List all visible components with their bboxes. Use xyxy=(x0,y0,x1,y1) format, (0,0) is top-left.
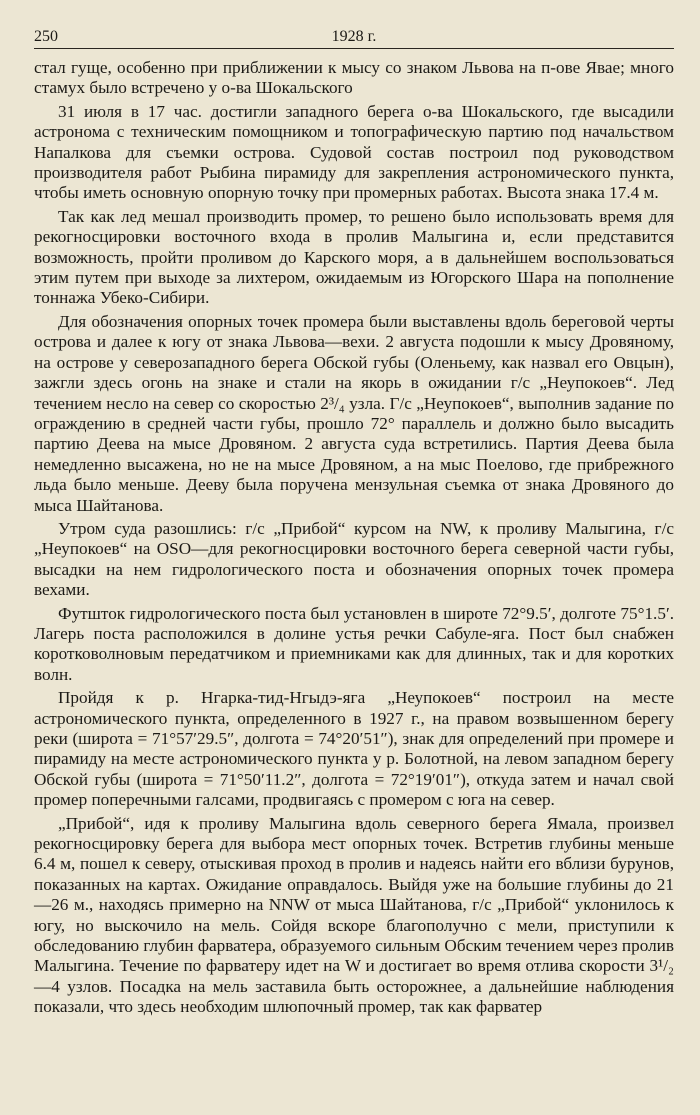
paragraph: стал гуще, особенно при приближении к мысу со знаком Львова на п-ове Явае; много стамух было встречено у о-ва Шокальского xyxy=(34,58,674,98)
paragraph: Утром суда разошлись: г/с „Прибой“ курсом на NW, к проливу Малыгина, г/с „Неупокоев“ на OSO—для рекогносцировки восточного берега северной части губы, высадки на нем гидрологического поста и обозначения опорных точек промера вехами. xyxy=(34,518,674,600)
paragraph: 31 июля в 17 час. достигли западного берега о-ва Шокальского, где высадили астронома с техническим помощником и топографическую партию под начальством Напалкова для съемки острова. Судовой состав построил под руководством производителя работ Рыбина пирамиду для закрепления астрономического пункта, чтобы иметь основную опорную точку при промерных работах. Высота знака 17.4 м. xyxy=(34,101,674,203)
paragraph: Так как лед мешал производить промер, то решено было использовать время для рекогносцировки восточного входа в пролив Малыгина и, если представится возможность, пройти проливом до Карского моря, а в дальнейшем воспользоваться этим путем при выходе за лихтером, ожидаемым из Югорского Шара на пополнение тоннажа Убеко-Сибири. xyxy=(34,206,674,308)
body-text xyxy=(34,58,674,1021)
page-header xyxy=(34,26,674,49)
paragraph: Футшток гидрологического поста был установлен в широте 72°9.5′, долготе 75°1.5′. Лагерь поста расположился в долине устья речки Сабуле-яга. Пост был снабжен коротковолновым передатчиком и приемниками как для длинных, так и для коротких волн. xyxy=(34,603,674,684)
paragraph: Для обозначения опорных точек промера были выставлены вдоль береговой черты острова и далее к югу от знака Львова—вехи. 2 августа подошли к мысу Дровяному, на острове у северозападного берега Обской губы (Оленьему, как назвал его Овцын), зажгли здесь огонь на знаке и стали на якорь в ожидании г/с „Неупокоев“. Лед течением несло на север со скоростью 2³/₄ узла. Г/с „Неупокоев“, выполнив задание по ограждению в средней части губы, прошло 72° параллель и должно было высадить партию Деева на мысе Дровяном. 2 августа суда встретились. Партия Деева была немедленно высажена, но не на мысе Дровяном, а на мыс Поелово, где прибрежного льда было меньше. Дееву была поручена мензульная съемка от знака Дровяного до мыса Шайтанова. xyxy=(34,311,674,515)
page-number: 250 xyxy=(34,28,58,45)
paragraph: „Прибой“, идя к проливу Малыгина вдоль северного берега Ямала, произвел рекогносцировку берега для выбора мест опорных точек. Встретив глубины меньше 6.4 м, пошел к северу, отыскивая проход в пролив и надеясь найти его вблизи бурунов, показанных на картах. Ожидание оправдалось. Выйдя уже на большие глубины до 21—26 м., находясь примерно на NNW от мыса Шайтанова, г/с „Прибой“ уклонилось к югу, но выскочило на мель. Сойдя вскоре благополучно с мели, приступили к обследованию глубин фарватера, образуемого сильным Обским течением через пролив Малыгина. Течение по фарватеру идет на W и достигает во время отлива скорости 3¹/₂—4 узлов. Посадка на мель заставила быть осторожнее, а дальнейшие наблюдения показали, что здесь необходим шлюпочный промер, так как фарватер xyxy=(34,813,674,1017)
running-title-year: 1928 г. xyxy=(331,28,377,45)
paragraph: Пройдя к р. Нгарка-тид-Нгыдэ-яга „Неупокоев“ построил на месте астрономического пункта, определенного в 1927 г., на правом возвышенном берегу реки (широта = 71°57′29.5″, долгота = 74°20′51″), знак для определений при промере и пирамиду на месте астрономического пункта у р. Болотной, на левом западном берегу Обской губы (широта = 71°50′11.2″, долгота = 72°19′01″), откуда затем и начал свой промер поперечными галсами, продвигаясь с промером с юга на север. xyxy=(34,688,674,810)
